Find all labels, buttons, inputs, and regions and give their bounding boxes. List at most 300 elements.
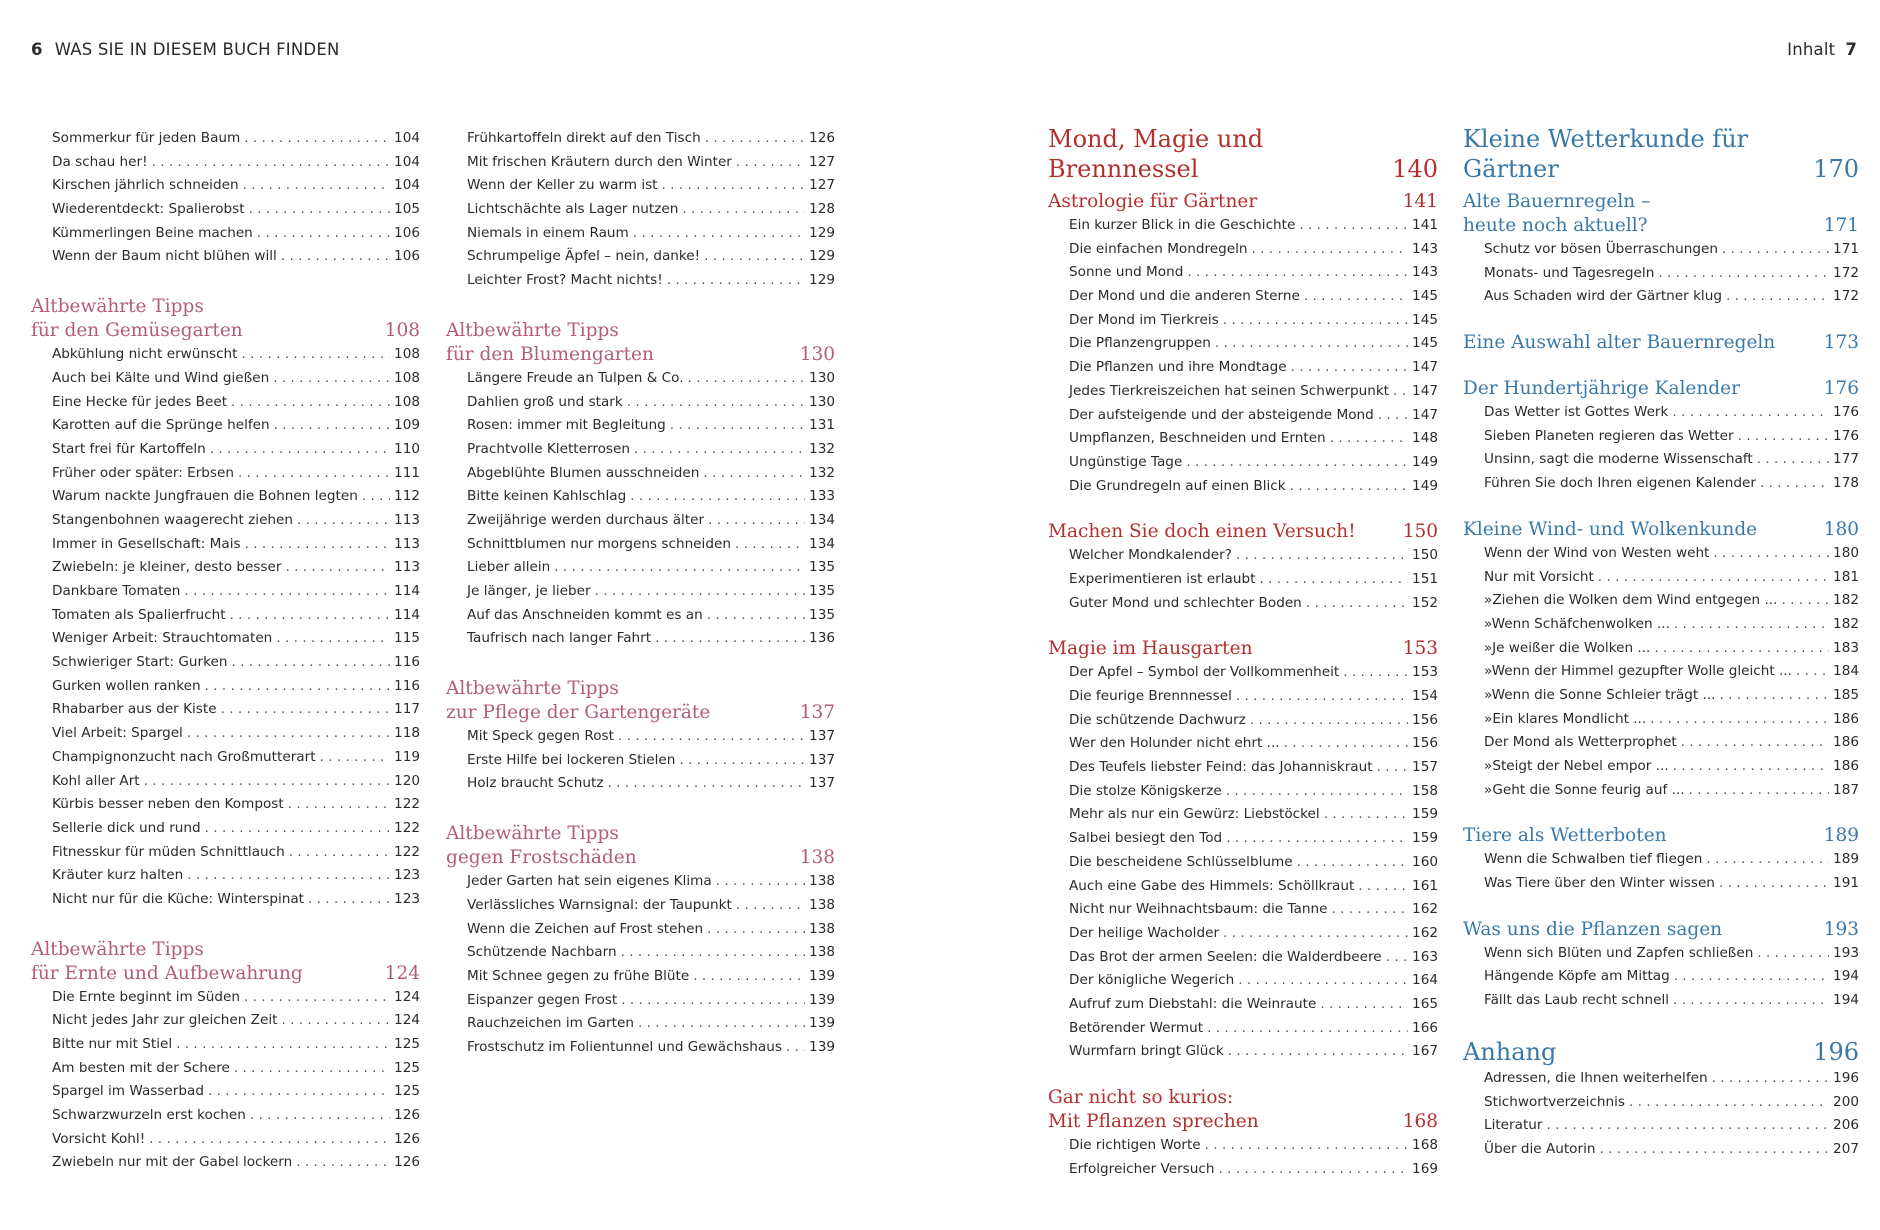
- toc-entry: [1048, 709, 1438, 733]
- toc-entry: [1048, 544, 1438, 568]
- toc-entry-page: 162: [1412, 901, 1438, 918]
- toc-entry: [31, 367, 420, 391]
- toc-chapter: [1463, 124, 1859, 184]
- toc-entry: [1463, 1114, 1859, 1138]
- toc-entry: [1463, 731, 1859, 755]
- toc-entry-title: »Geht die Sonne feurig auf ...: [1484, 781, 1685, 798]
- section-heading-page: 171: [1823, 215, 1859, 236]
- toc-entry: [31, 675, 420, 699]
- toc-entry-page: 123: [394, 867, 420, 884]
- toc-entry-title: Viel Arbeit: Spargel: [52, 725, 183, 742]
- toc-entry: [446, 604, 835, 628]
- leader-dots: [1324, 803, 1408, 827]
- toc-entry-title: Vorsicht Kohl!: [52, 1130, 146, 1147]
- toc-entry: [31, 414, 420, 438]
- toc-entry-title: Wenn der Baum nicht blühen will: [52, 248, 277, 265]
- toc-entry-page: 116: [394, 654, 420, 671]
- leader-dots: [281, 1009, 390, 1033]
- leader-dots: [704, 245, 805, 269]
- section-heading: [31, 938, 420, 986]
- toc-entry-title: Gurken wollen ranken: [52, 677, 201, 694]
- toc-entry-title: Schrumpelige Äpfel – nein, danke!: [467, 248, 701, 265]
- toc-entry-page: 120: [394, 772, 420, 789]
- toc-entry-page: 165: [1412, 995, 1438, 1012]
- toc-entry-page: 152: [1412, 594, 1438, 611]
- toc-entry-page: 171: [1833, 241, 1859, 257]
- leader-dots: [1290, 475, 1408, 499]
- toc-entry-title: Hängende Köpfe am Mittag: [1484, 968, 1670, 985]
- section-heading-page: 180: [1823, 518, 1859, 540]
- toc-entry-page: 113: [394, 511, 420, 528]
- section-heading-title: Was uns die Pflanzen sagen: [1463, 918, 1723, 940]
- toc-entry: [1048, 851, 1438, 875]
- toc-entry: [1463, 448, 1859, 472]
- leader-dots: [1781, 589, 1829, 613]
- toc-entry-page: 138: [809, 920, 835, 937]
- toc-entry-title: »Je weißer die Wolken ...: [1484, 639, 1651, 656]
- toc-entry-page: 139: [809, 991, 835, 1008]
- toc-entry-page: 149: [1412, 477, 1438, 494]
- toc-entry-title: Kürbis besser neben den Kompost: [52, 796, 284, 813]
- toc-entry-page: 127: [809, 177, 835, 194]
- leader-dots: [289, 841, 390, 865]
- toc-entry-page: 116: [394, 677, 420, 694]
- toc-entry: [1048, 946, 1438, 970]
- toc-entry-page: 135: [809, 583, 835, 599]
- page-number-right: 7: [1845, 40, 1857, 59]
- toc-entry-page: 149: [1412, 453, 1438, 470]
- leader-dots: [707, 604, 805, 628]
- toc-entry-title: Start frei für Kartoffeln: [52, 440, 206, 457]
- leader-dots: [1205, 1134, 1408, 1158]
- toc-entry-title: Spargel im Wasserbad: [52, 1083, 204, 1100]
- leader-dots: [1393, 380, 1408, 404]
- section-heading-title: Mond, Magie und Brennnessel: [1048, 125, 1264, 183]
- toc-entry: [1048, 1134, 1438, 1158]
- leader-dots: [1689, 779, 1830, 803]
- toc-entry: [446, 462, 835, 486]
- toc-entry-title: Der königliche Wegerich: [1069, 972, 1235, 989]
- toc-entry-page: 191: [1833, 875, 1859, 892]
- leader-dots: [187, 722, 390, 746]
- toc-entry: [31, 604, 420, 628]
- toc-entry-page: 137: [809, 728, 835, 745]
- toc-entry-page: 138: [809, 944, 835, 961]
- toc-entry: [1048, 1040, 1438, 1064]
- toc-entry-title: Mit Schnee gegen zu frühe Blüte: [467, 967, 690, 984]
- toc-entry: [1048, 356, 1438, 380]
- toc-entry-page: 164: [1412, 972, 1438, 989]
- leader-dots: [1291, 356, 1408, 380]
- leader-dots: [249, 198, 390, 222]
- leader-dots: [1673, 755, 1829, 779]
- leader-dots: [1297, 851, 1408, 875]
- toc-entry: [446, 391, 835, 415]
- toc-entry-page: 126: [394, 1107, 420, 1124]
- leader-dots: [243, 174, 390, 198]
- toc-entry-title: Da schau her!: [52, 153, 148, 170]
- leader-dots: [634, 438, 805, 462]
- toc-entry-page: 134: [809, 535, 835, 552]
- section-heading-title: Altbewährte Tipps für den Blumengarten: [446, 319, 654, 365]
- section-heading-title: Machen Sie doch einen Versuch!: [1048, 521, 1356, 543]
- toc-entry: [31, 888, 420, 912]
- toc-entry-title: Niemals in einem Raum: [467, 224, 629, 241]
- toc-entry-page: 124: [394, 1012, 420, 1029]
- toc-entry: [1048, 661, 1438, 685]
- toc-entry: [1048, 427, 1438, 451]
- toc-entry-title: Wenn der Keller zu warm ist: [467, 177, 658, 194]
- toc-entry-title: Eine Hecke für jedes Beet: [52, 393, 228, 410]
- toc-entry: [1048, 827, 1438, 851]
- toc-section: [446, 677, 835, 796]
- leader-dots: [655, 627, 805, 651]
- leader-dots: [708, 509, 805, 533]
- toc-entry-page: 125: [394, 1059, 420, 1076]
- leader-dots: [245, 533, 390, 557]
- leader-dots: [273, 367, 390, 391]
- toc-entry: [31, 198, 420, 222]
- leader-dots: [1236, 685, 1408, 709]
- toc-entry: [31, 1033, 420, 1057]
- toc-entry-page: 126: [394, 1130, 420, 1147]
- toc-entry-title: Der aufsteigende und der absteigende Mond: [1069, 406, 1374, 423]
- toc-entry-title: Umpflanzen, Beschneiden und Ernten: [1069, 430, 1326, 447]
- toc-entry-page: 106: [394, 224, 420, 241]
- toc-entry-page: 138: [809, 873, 835, 890]
- toc-entry-title: Experimentieren ist erlaubt: [1069, 570, 1256, 587]
- toc-entry-title: Mit frischen Kräutern durch den Winter: [467, 153, 732, 170]
- leader-dots: [230, 604, 391, 628]
- toc-entry: [446, 1036, 835, 1060]
- toc-entry: [446, 894, 835, 918]
- leader-dots: [1250, 709, 1408, 733]
- toc-entry-page: 114: [394, 583, 420, 599]
- toc-entry-title: Das Brot der armen Seelen: die Walderdbeere: [1069, 948, 1382, 965]
- toc-column-2: [446, 127, 835, 1060]
- leader-dots: [1547, 1114, 1830, 1138]
- toc-entry: [1048, 780, 1438, 804]
- leader-dots: [285, 556, 390, 580]
- toc-entry: [1048, 756, 1438, 780]
- section-heading-title: Kleine Wind- und Wolkenkunde: [1463, 518, 1758, 540]
- toc-entry-page: 129: [809, 224, 835, 241]
- leader-dots: [1218, 1158, 1408, 1182]
- toc-entry-title: Die Pflanzengruppen: [1069, 335, 1211, 352]
- leader-dots: [1722, 238, 1829, 262]
- toc-entry-page: 111: [394, 464, 420, 481]
- section-heading-page: 140: [1392, 155, 1438, 183]
- toc-entry-page: 194: [1833, 968, 1859, 985]
- section-heading-page: 141: [1402, 191, 1438, 212]
- section-heading-title: Altbewährte Tipps zur Pflege der Gartengeräte: [446, 678, 711, 724]
- toc-entry: [1048, 332, 1438, 356]
- toc-entry: [1048, 214, 1438, 238]
- leader-dots: [786, 1036, 805, 1060]
- toc-entry: [1463, 1091, 1859, 1115]
- leader-dots: [176, 1033, 390, 1057]
- leader-dots: [1650, 708, 1829, 732]
- toc-entry-page: 136: [809, 630, 835, 647]
- leader-dots: [184, 580, 390, 604]
- toc-entry: [1463, 965, 1859, 989]
- toc-entry-page: 108: [394, 393, 420, 410]
- toc-entry: [1048, 451, 1438, 475]
- toc-entry: [1048, 261, 1438, 285]
- toc-entry: [1463, 1138, 1859, 1162]
- toc-entry: [31, 174, 420, 198]
- toc-entry-page: 178: [1833, 475, 1859, 492]
- leader-dots: [682, 198, 805, 222]
- toc-entry-title: Wenn sich Blüten und Zapfen schließen: [1484, 944, 1754, 961]
- section-heading: [1048, 637, 1438, 661]
- toc-entry-title: Adressen, die Ihnen weiterhelfen: [1484, 1069, 1708, 1086]
- leader-dots: [276, 627, 390, 651]
- toc-entry: [1463, 566, 1859, 590]
- toc-entry: [1048, 309, 1438, 333]
- section-heading: [1463, 377, 1859, 401]
- leader-dots: [250, 1104, 390, 1128]
- toc-entry: [31, 864, 420, 888]
- toc-entry-title: Längere Freude an Tulpen & Co.: [467, 369, 684, 386]
- leader-dots: [627, 391, 805, 415]
- toc-section: [1048, 1086, 1438, 1181]
- toc-entry-page: 128: [809, 201, 835, 218]
- toc-entry-title: »Ziehen die Wolken dem Wind entgegen ...: [1484, 592, 1778, 609]
- leader-dots: [152, 151, 390, 175]
- leader-dots: [630, 485, 805, 509]
- toc-entry-title: Nicht nur Weihnachtsbaum: die Tanne: [1069, 901, 1328, 918]
- leader-dots: [703, 462, 805, 486]
- toc-entry: [446, 245, 835, 269]
- toc-entry-title: Auch eine Gabe des Himmels: Schöllkraut: [1069, 877, 1355, 894]
- toc-entry-title: Fällt das Laub recht schnell: [1484, 992, 1670, 1009]
- toc-entry-page: 113: [394, 535, 420, 552]
- toc-entry-page: 130: [809, 369, 835, 386]
- toc-entry: [1463, 755, 1859, 779]
- leader-dots: [288, 793, 390, 817]
- toc-entry-title: Der Mond und die anderen Sterne: [1069, 288, 1300, 305]
- toc-entry-page: 158: [1412, 782, 1438, 799]
- leader-dots: [1712, 1067, 1829, 1091]
- toc-entry: [1463, 589, 1859, 613]
- leader-dots: [1304, 285, 1408, 309]
- leader-dots: [1719, 872, 1829, 896]
- toc-entry-page: 135: [809, 606, 835, 623]
- leader-dots: [1673, 989, 1829, 1013]
- toc-entry-title: Frostschutz im Folientunnel und Gewächshaus: [467, 1038, 782, 1055]
- toc-entry-title: Nur mit Vorsicht: [1484, 568, 1594, 585]
- toc-entry: [31, 1128, 420, 1152]
- toc-entry-title: Führen Sie doch Ihren eigenen Kalender: [1484, 475, 1756, 492]
- section-heading-page: 138: [799, 847, 835, 869]
- leader-dots: [621, 941, 805, 965]
- toc-entry: [446, 222, 835, 246]
- leader-dots: [667, 269, 805, 293]
- toc-entry-title: Die Grundregeln auf einen Blick: [1069, 477, 1286, 494]
- section-heading: [31, 295, 420, 343]
- toc-entry-title: Weniger Arbeit: Strauchtomaten: [52, 630, 273, 647]
- toc-entry-title: Kräuter kurz halten: [52, 867, 184, 884]
- toc-entry-title: Tomaten als Spalierfrucht: [52, 606, 226, 623]
- right-page: [940, 0, 1880, 1230]
- toc-entry: [446, 127, 835, 151]
- section-heading-page: 130: [799, 343, 835, 365]
- toc-entry-page: 132: [809, 464, 835, 481]
- section-heading-page: 193: [1823, 918, 1859, 940]
- toc-entry-page: 177: [1833, 451, 1859, 468]
- toc-section: [1048, 637, 1438, 1064]
- toc-entry-page: 147: [1412, 406, 1438, 423]
- running-head-left: [31, 40, 340, 59]
- toc-entry: [446, 580, 835, 604]
- toc-entry-title: Kirschen jährlich schneiden: [52, 177, 239, 194]
- toc-entry: [31, 627, 420, 651]
- section-heading-title: Der Hundertjährige Kalender: [1463, 378, 1740, 400]
- leader-dots: [1226, 780, 1408, 804]
- toc-entry-page: 138: [809, 896, 835, 913]
- toc-entry: [31, 462, 420, 486]
- toc-entry: [31, 391, 420, 415]
- toc-entry-title: Rosen: immer mit Begleitung: [467, 417, 666, 434]
- toc-entry-title: Rauchzeichen im Garten: [467, 1015, 634, 1032]
- toc-entry: [31, 127, 420, 151]
- toc-entry-page: 133: [809, 488, 835, 505]
- section-heading-title: Altbewährte Tipps für den Gemüsegarten: [31, 296, 243, 342]
- toc-entry-title: Prachtvolle Kletterrosen: [467, 440, 630, 457]
- toc-entry: [31, 222, 420, 246]
- toc-entry: [446, 772, 835, 796]
- section-heading: [1463, 190, 1859, 238]
- toc-entry: [446, 367, 835, 391]
- leader-dots: [1207, 1017, 1408, 1041]
- toc-column-4: [1463, 124, 1859, 1162]
- toc-entry-title: »Steigt der Nebel empor ...: [1484, 758, 1669, 774]
- toc-entry-title: Lieber allein: [467, 559, 551, 576]
- toc-entry-page: 122: [394, 819, 420, 836]
- toc-entry: [446, 749, 835, 773]
- leader-dots: [1223, 309, 1408, 333]
- leader-dots: [1378, 404, 1408, 428]
- toc-entry-title: »Wenn die Sonne Schleier trägt ...: [1484, 686, 1716, 703]
- toc-entry-page: 200: [1833, 1093, 1859, 1110]
- section-heading-title: Gar nicht so kurios: Mit Pflanzen sprechen: [1048, 1087, 1259, 1132]
- toc-entry: [31, 817, 420, 841]
- toc-entry: [446, 941, 835, 965]
- toc-entry-page: 132: [809, 440, 835, 457]
- leader-dots: [693, 965, 805, 989]
- toc-entry-title: Auf das Anschneiden kommt es an: [467, 606, 703, 623]
- toc-entry-page: 104: [394, 130, 420, 146]
- toc-entry-page: 159: [1412, 806, 1438, 823]
- leader-dots: [1726, 285, 1829, 309]
- toc-section: [446, 127, 835, 293]
- toc-entry-title: Wenn die Zeichen auf Frost stehen: [467, 920, 704, 937]
- toc-entry-page: 143: [1412, 240, 1438, 257]
- toc-entry: [446, 533, 835, 557]
- toc-entry-title: Die Pflanzen und ihre Mondtage: [1069, 359, 1287, 376]
- leader-dots: [1672, 401, 1829, 425]
- toc-entry-title: »Wenn der Himmel gezupfter Wolle gleicht ...: [1484, 663, 1792, 680]
- leader-dots: [238, 462, 390, 486]
- toc-entry-page: 124: [394, 988, 420, 1005]
- leader-dots: [1284, 732, 1408, 756]
- toc-entry-title: Erfolgreicher Versuch: [1069, 1160, 1215, 1177]
- toc-entry: [31, 151, 420, 175]
- toc-entry: [1048, 475, 1438, 499]
- toc-entry-page: 169: [1412, 1160, 1438, 1177]
- toc-entry: [446, 151, 835, 175]
- toc-entry-title: Erste Hilfe bei lockeren Stielen: [467, 751, 676, 768]
- section-heading-title: Eine Auswahl alter Bauernregeln: [1463, 332, 1776, 354]
- toc-section: [31, 938, 420, 1176]
- toc-entry-title: Die stolze Königskerze: [1069, 782, 1222, 799]
- leader-dots: [716, 870, 805, 894]
- toc-entry: [1463, 285, 1859, 309]
- toc-entry-title: Frühkartoffeln direkt auf den Tisch: [467, 130, 701, 146]
- toc-entry-page: 147: [1412, 359, 1438, 376]
- section-heading-page: 153: [1402, 638, 1438, 660]
- toc-section: [1048, 190, 1438, 498]
- toc-entry-page: 137: [809, 751, 835, 768]
- toc-entry: [31, 770, 420, 794]
- leader-dots: [1760, 472, 1829, 496]
- toc-entry: [1463, 472, 1859, 496]
- leader-dots: [1386, 946, 1408, 970]
- leader-dots: [1654, 637, 1829, 661]
- toc-entry-page: 108: [394, 369, 420, 386]
- toc-entry-page: 106: [394, 248, 420, 265]
- toc-entry: [31, 841, 420, 865]
- toc-entry-page: 185: [1833, 686, 1859, 703]
- toc-entry-page: 153: [1412, 664, 1438, 681]
- toc-entry: [31, 556, 420, 580]
- toc-entry-title: Schützende Nachbarn: [467, 944, 617, 961]
- toc-entry-page: 157: [1412, 759, 1438, 776]
- leader-dots: [1187, 261, 1408, 285]
- toc-entry-page: 129: [809, 248, 835, 265]
- running-head-title-right: Inhalt: [1787, 40, 1836, 59]
- leader-dots: [281, 245, 390, 269]
- leader-dots: [208, 1080, 390, 1104]
- toc-entry-title: Zwiebeln nur mit der Gabel lockern: [52, 1154, 293, 1171]
- toc-entry: [446, 485, 835, 509]
- leader-dots: [1674, 613, 1829, 637]
- toc-entry-page: 182: [1833, 592, 1859, 609]
- toc-section: [1463, 377, 1859, 496]
- toc-entry: [1463, 637, 1859, 661]
- toc-entry-page: 119: [394, 748, 420, 765]
- toc-entry-page: 186: [1833, 758, 1859, 774]
- toc-entry-title: Wenn die Schwalben tief fliegen: [1484, 851, 1703, 868]
- leader-dots: [679, 749, 805, 773]
- toc-section: [1463, 331, 1859, 355]
- toc-entry-title: Des Teufels liebster Feind: das Johanniskraut: [1069, 759, 1373, 776]
- toc-entry-title: Der Mond im Tierkreis: [1069, 311, 1219, 328]
- toc-entry-title: Kohl aller Art: [52, 772, 140, 789]
- toc-section: [446, 822, 835, 1060]
- toc-entry-page: 207: [1833, 1140, 1859, 1157]
- leader-dots: [736, 151, 805, 175]
- toc-entry-page: 113: [394, 559, 420, 576]
- toc-entry-title: Je länger, je lieber: [467, 583, 591, 599]
- leader-dots: [231, 651, 390, 675]
- toc-entry: [31, 580, 420, 604]
- toc-entry-page: 141: [1412, 217, 1438, 233]
- toc-entry: [1463, 848, 1859, 872]
- toc-entry-title: Stangenbohnen waagerecht ziehen: [52, 511, 294, 528]
- toc-entry-page: 118: [394, 725, 420, 742]
